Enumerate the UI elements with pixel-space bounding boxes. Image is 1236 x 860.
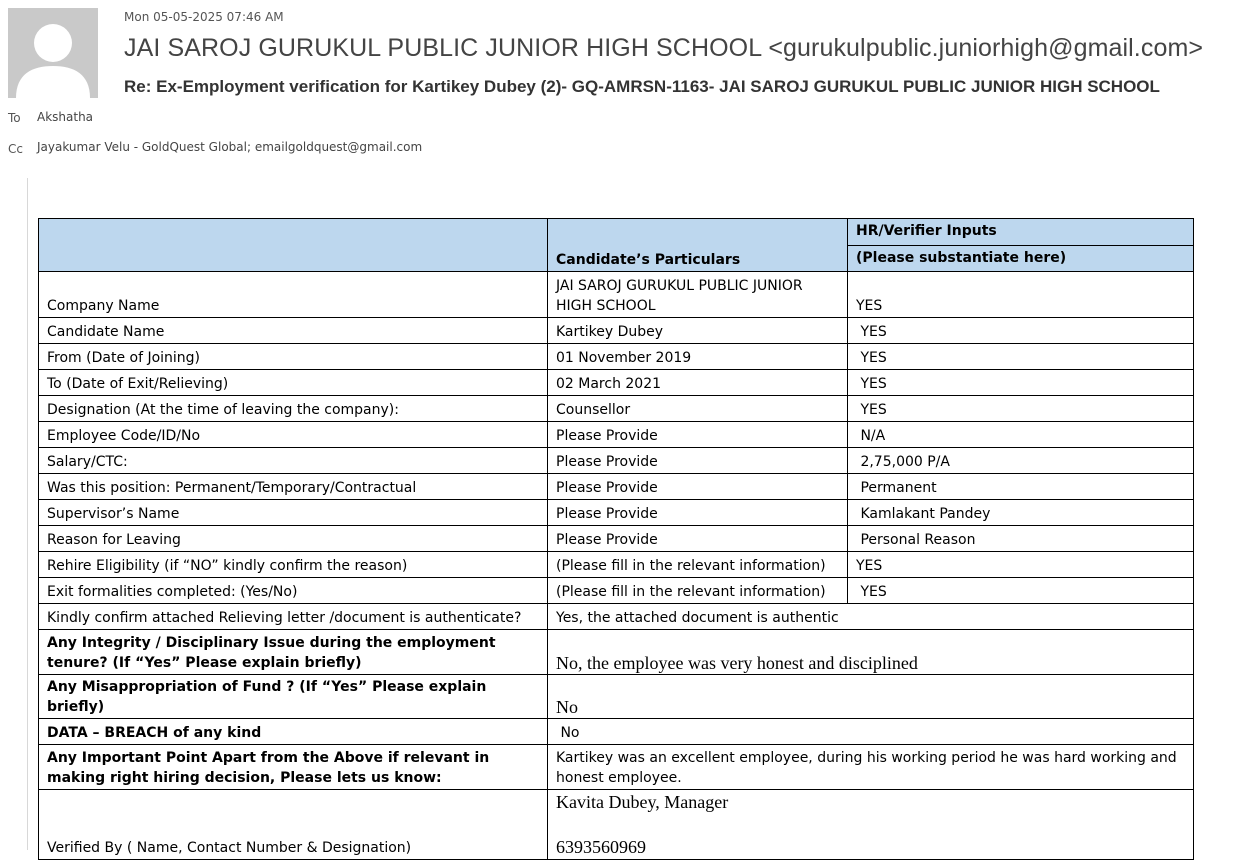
row-verifier: YES [848, 370, 1194, 396]
row-value: Yes, the attached document is authentic [548, 604, 1194, 630]
row-label: Candidate Name [39, 318, 548, 344]
row-verifier: YES [848, 578, 1194, 604]
row-value: No [548, 675, 1194, 719]
row-verifier: N/A [848, 422, 1194, 448]
row-candidate: Please Provide [548, 448, 848, 474]
person-icon [8, 8, 98, 98]
row-candidate: Please Provide [548, 422, 848, 448]
table-row [39, 318, 1194, 344]
row-label: Reason for Leaving [39, 526, 548, 552]
header-verifier-subtitle: (Please substantiate here) [856, 250, 1067, 266]
row-verifier: Personal Reason [848, 526, 1194, 552]
verifier-name: Kavita Dubey, Manager [556, 792, 729, 812]
table-row [39, 344, 1194, 370]
message-body-divider [27, 178, 28, 850]
row-label: Rehire Eligibility (if “NO” kindly confirm the reason) [39, 552, 548, 578]
row-candidate: Please Provide [548, 526, 848, 552]
verification-table [38, 218, 1194, 860]
row-label: Employee Code/ID/No [39, 422, 548, 448]
verified-by-label: Verified By ( Name, Contact Number & Designation) [39, 790, 548, 860]
row-value: Kartikey was an excellent employee, during his working period he was hard working and honest employee. [548, 745, 1194, 790]
table-row [39, 552, 1194, 578]
header-verifier-title: HR/Verifier Inputs [848, 219, 1193, 246]
row-verifier: YES [848, 552, 1194, 578]
verified-by-value [548, 790, 1194, 860]
table-row [39, 578, 1194, 604]
row-verifier: 2,75,000 P/A [848, 448, 1194, 474]
table-row [39, 396, 1194, 422]
row-candidate: Kartikey Dubey [548, 318, 848, 344]
table-row [39, 604, 1194, 630]
header-empty-cell [39, 219, 548, 272]
table-row [39, 370, 1194, 396]
table-row [39, 630, 1194, 675]
table-row [39, 272, 1194, 318]
table-row-verified-by [39, 790, 1194, 860]
row-label: To (Date of Exit/Relieving) [39, 370, 548, 396]
cc-label: Cc [8, 142, 23, 156]
sender-avatar [8, 8, 98, 98]
table-row [39, 474, 1194, 500]
row-label: Any Misappropriation of Fund ? (If “Yes” Please explain briefly) [39, 675, 548, 719]
table-row [39, 526, 1194, 552]
cc-recipients[interactable]: Jayakumar Velu - GoldQuest Global; emailgoldquest@gmail.com [37, 140, 423, 154]
row-label: From (Date of Joining) [39, 344, 548, 370]
row-label: Salary/CTC: [39, 448, 548, 474]
row-label: Company Name [39, 272, 548, 318]
table-row [39, 448, 1194, 474]
row-candidate: (Please fill in the relevant information) [548, 552, 848, 578]
row-label: Any Integrity / Disciplinary Issue during the employment tenure? (If “Yes” Please explain briefly) [39, 630, 548, 675]
email-subject: Re: Ex-Employment verification for Kartikey Dubey (2)- GQ-AMRSN-1163- JAI SAROJ GURUKUL PUBLIC JUNIOR HIGH SCHOOL [124, 77, 1160, 96]
row-verifier: YES [848, 318, 1194, 344]
row-candidate: 01 November 2019 [548, 344, 848, 370]
row-label: DATA – BREACH of any kind [39, 719, 548, 745]
row-verifier: Kamlakant Pandey [848, 500, 1194, 526]
row-candidate: 02 March 2021 [548, 370, 848, 396]
row-label: Exit formalities completed: (Yes/No) [39, 578, 548, 604]
email-sender[interactable]: JAI SAROJ GURUKUL PUBLIC JUNIOR HIGH SCHOOL <gurukulpublic.juniorhigh@gmail.com> [124, 34, 1204, 62]
table-header-row [39, 219, 1194, 272]
row-candidate: Please Provide [548, 474, 848, 500]
row-label: Kindly confirm attached Relieving letter /document is authenticate? [39, 604, 548, 630]
row-value: No, the employee was very honest and disciplined [548, 630, 1194, 675]
row-label: Any Important Point Apart from the Above if relevant in making right hiring decision, Please lets us know: [39, 745, 548, 790]
table-row [39, 422, 1194, 448]
to-label: To [8, 111, 21, 125]
row-candidate: Counsellor [548, 396, 848, 422]
row-candidate: Please Provide [548, 500, 848, 526]
row-candidate: (Please fill in the relevant information) [548, 578, 848, 604]
row-label: Supervisor’s Name [39, 500, 548, 526]
table-row [39, 500, 1194, 526]
row-value: No [548, 719, 1194, 745]
table-row [39, 719, 1194, 745]
email-datetime: Mon 05-05-2025 07:46 AM [124, 10, 284, 24]
verifier-phone: 6393560969 [556, 837, 646, 857]
row-verifier: YES [848, 396, 1194, 422]
row-candidate: JAI SAROJ GURUKUL PUBLIC JUNIOR HIGH SCHOOL [548, 272, 848, 318]
table-row [39, 675, 1194, 719]
row-verifier: Permanent [848, 474, 1194, 500]
row-verifier: YES [848, 344, 1194, 370]
table-row [39, 745, 1194, 790]
row-label: Designation (At the time of leaving the company): [39, 396, 548, 422]
row-verifier: YES [848, 272, 1194, 318]
row-label: Was this position: Permanent/Temporary/Contractual [39, 474, 548, 500]
header-verifier [848, 219, 1194, 272]
header-candidate: Candidate’s Particulars [548, 219, 848, 272]
to-recipients[interactable]: Akshatha [37, 110, 94, 124]
